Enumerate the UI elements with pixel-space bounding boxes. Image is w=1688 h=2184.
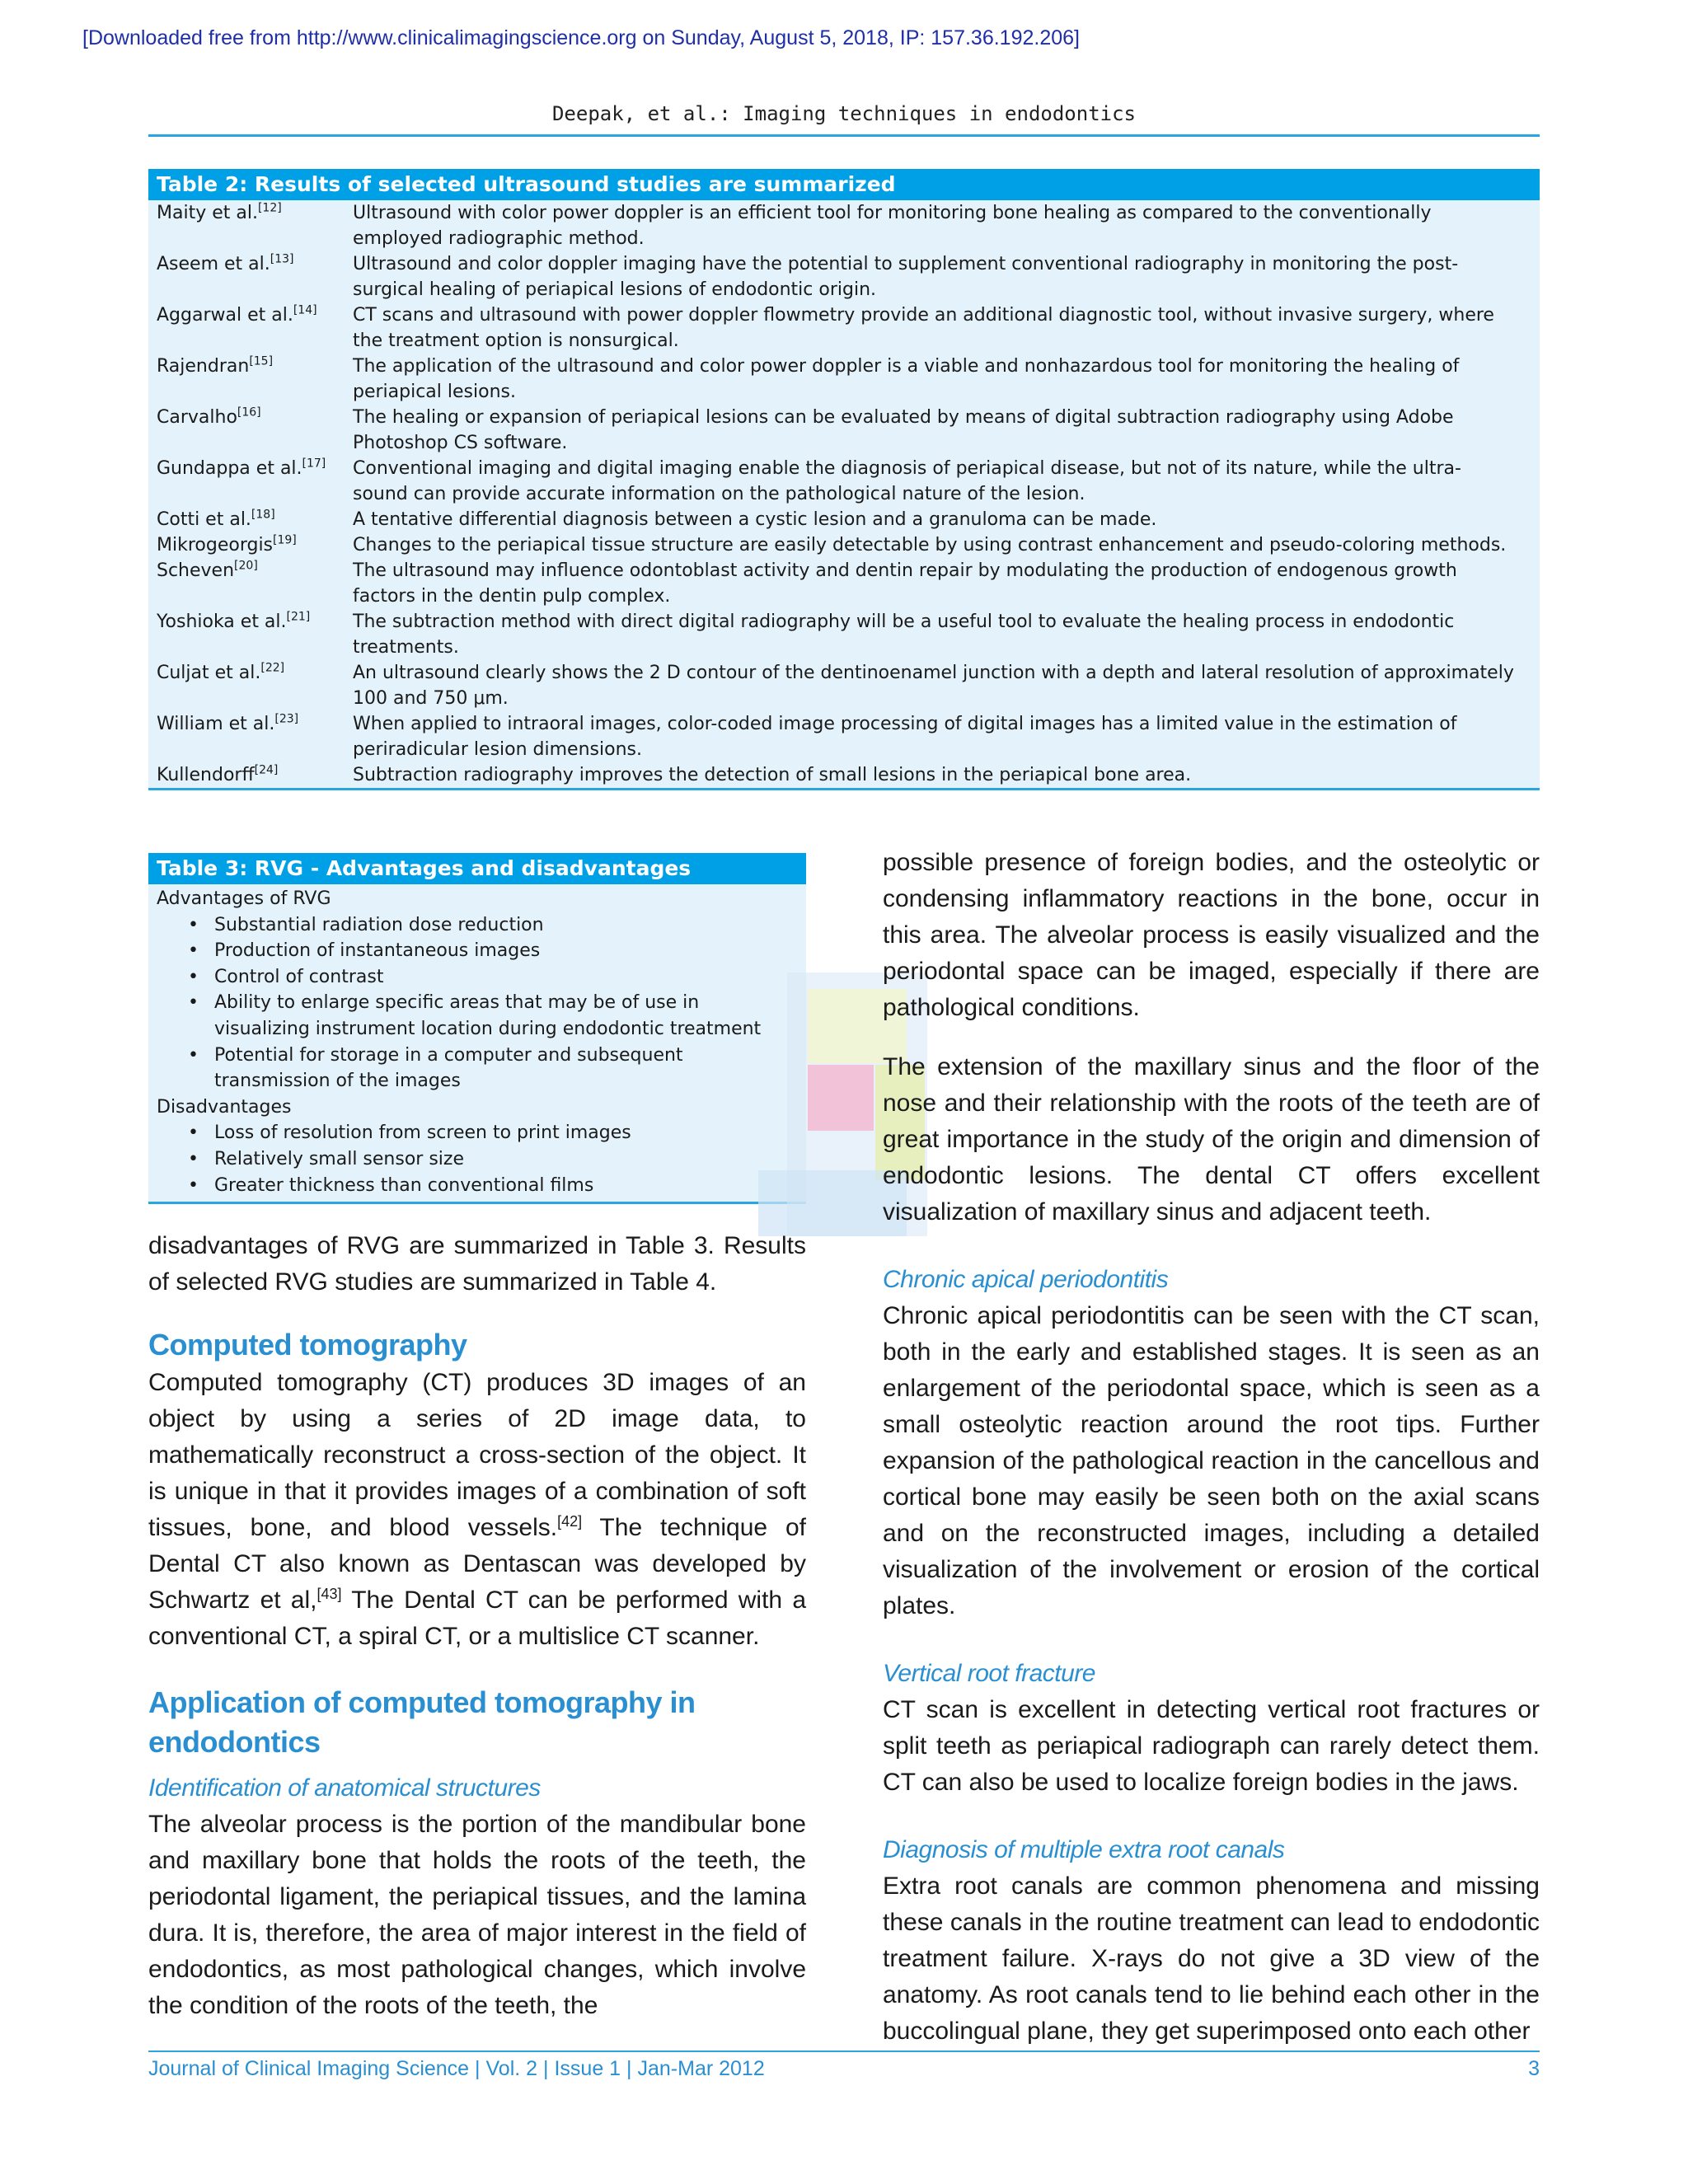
text: The technique of Dental CT also known as Dentascan was developed by Schwartz et al, <box>148 1514 806 1614</box>
table-cell-finding: Conventional imaging and digital imaging enable the diagnosis of periapical disease, but not of its nature, while the ultra-sound can provide accurate information on the pathological nature of the lesion. <box>353 458 1461 504</box>
disadvantages-heading: Disadvantages <box>157 1096 292 1118</box>
table-cell-author <box>148 302 353 354</box>
advantages-list <box>157 912 798 1094</box>
list-item: • Greater thickness than conventional films <box>181 1173 798 1199</box>
footer <box>148 2057 765 2081</box>
footer-rule <box>148 2050 1540 2052</box>
paragraph: Extra root canals are common phenomena and missing these canals in the routine treatment can lead to endodontic treatment failure. X-rays do not give a 3D view of the anatomy. As root canals tend to lie behind each other in the buccolingual plane, they get superimposed onto each other <box>883 1872 1540 2045</box>
author-name: Culjat et al. <box>157 663 261 683</box>
table-cell-finding: A tentative differential diagnosis between a cystic lesion and a granuloma can be made. <box>353 509 1157 530</box>
author-name: William et al. <box>157 714 275 734</box>
date: Jan-Mar 2012 <box>637 2057 765 2080</box>
citation: [17] <box>302 457 326 471</box>
author-name: Yoshioka et al. <box>157 612 287 632</box>
table-cell-author <box>148 405 353 456</box>
paragraph: CT scan is excellent in detecting vertical root fractures or split teeth as periapical radiograph can rarely detect them. CT can also be used to localize foreign bodies in the jaws. <box>883 1696 1540 1796</box>
right-column <box>883 845 1540 2050</box>
table-row <box>148 532 1540 558</box>
table-2-caption: Table 2: Results of selected ultrasound studies are summarized <box>148 169 1540 200</box>
subheading-anatomical: Identification of anatomical structures <box>148 1774 541 1802</box>
list-item: • Loss of resolution from screen to print images <box>181 1120 798 1146</box>
table-2 <box>148 169 1540 790</box>
citation: [23] <box>274 712 299 726</box>
citation: [43] <box>316 1586 342 1602</box>
author-name: Cotti et al. <box>157 509 251 530</box>
table-row <box>148 711 1540 762</box>
table-cell-author <box>148 456 353 507</box>
citation: [21] <box>286 610 311 624</box>
table-row <box>148 558 1540 609</box>
author-name: Gundappa et al. <box>157 458 302 479</box>
citation: [15] <box>249 354 274 368</box>
author-name: Mikrogeorgis <box>157 535 274 555</box>
list-item: • Production of instantaneous images <box>181 938 798 964</box>
paragraph: possible presence of foreign bodies, and the osteolytic or condensing inflammatory reactions in the bone, occur in this area. The alveolar process is easily visualized and the periodontal space can be imaged, especially if there are pathological conditions. <box>883 849 1540 1021</box>
table-cell-finding: The healing or expansion of periapical lesions can be evaluated by means of digital subtraction radiography using Adobe Photoshop CS software. <box>353 407 1454 453</box>
list-item: • Relatively small sensor size <box>181 1146 798 1173</box>
citation: [42] <box>557 1513 583 1530</box>
separator: | <box>475 2057 481 2080</box>
citation: [22] <box>260 661 285 675</box>
author-name: Rajendran <box>157 356 250 377</box>
section-heading-ct: Computed tomography <box>148 1328 467 1361</box>
table-cell-finding: Changes to the periapical tissue structure are easily detectable by using contrast enhancement and pseudo-coloring methods. <box>353 535 1507 555</box>
author-name: Carvalho <box>157 407 237 428</box>
citation: [20] <box>234 559 258 573</box>
table-cell-finding: The application of the ultrasound and color power doppler is a viable and nonhazardous tool for monitoring the healing of periapical lesions. <box>353 356 1460 402</box>
table-cell-author <box>148 609 353 660</box>
list-item: • Control of contrast <box>181 964 798 991</box>
watermark-block <box>808 1065 874 1131</box>
left-column <box>148 1228 806 2024</box>
citation: [24] <box>254 763 279 777</box>
table-cell-author <box>148 558 353 609</box>
citation: [18] <box>251 508 275 522</box>
table-2-body <box>148 200 1540 788</box>
journal-name: Journal of Clinical Imaging Science <box>148 2057 470 2080</box>
table-cell-author <box>148 251 353 302</box>
page-number: 3 <box>1528 2057 1540 2080</box>
citation: [12] <box>257 201 282 215</box>
table-row <box>148 302 1540 354</box>
table-cell-author <box>148 532 353 558</box>
subheading-vertical-root-fracture: Vertical root fracture <box>883 1660 1095 1687</box>
subheading-extra-root-canals: Diagnosis of multiple extra root canals <box>883 1836 1285 1863</box>
table-row <box>148 456 1540 507</box>
running-head: Deepak, et al.: Imaging techniques in endodontics <box>551 102 1136 125</box>
citation: [14] <box>293 303 317 317</box>
table-row <box>148 200 1540 251</box>
paragraph: The extension of the maxillary sinus and the floor of the nose and their relationship with the roots of the teeth are of great importance in the study of the origin and dimension of endodontic lesions. The dental CT offers excellent visualization of maxillary sinus and adjacent teeth. <box>883 1053 1540 1226</box>
table-3 <box>148 853 806 1204</box>
volume: Vol. 2 <box>485 2057 538 2080</box>
subheading-chronic: Chronic apical periodontitis <box>883 1266 1169 1293</box>
paragraph <box>148 1365 806 1655</box>
author-name: Aggarwal et al. <box>157 305 293 326</box>
table-cell-author <box>148 507 353 532</box>
table-cell-author <box>148 711 353 762</box>
table-cell-finding: The ultrasound may influence odontoblast activity and dentin repair by modulating the production of endogenous growth factors in the dentin pulp complex. <box>353 560 1457 607</box>
citation: [19] <box>273 533 297 547</box>
table-row <box>148 609 1540 660</box>
list-item: • Substantial radiation dose reduction <box>181 912 798 939</box>
author-name: Maity et al. <box>157 203 258 223</box>
text: The Dental CT can be performed with a conventional CT, a spiral CT, or a multislice CT scanner. <box>148 1586 807 1650</box>
citation: [16] <box>237 405 261 419</box>
separator: | <box>543 2057 549 2080</box>
table-cell-finding: When applied to intraoral images, color-coded image processing of digital images has a limited value in the estimation of periradicular lesion dimensions. <box>353 714 1457 760</box>
table-cell-author <box>148 200 353 251</box>
disadvantages-list <box>157 1120 798 1198</box>
author-name: Aseem et al. <box>157 254 270 274</box>
text: Computed tomography (CT) produces 3D images of an object by using a series of 2D image data, to mathematically reconstruct a cross-section of the object. It is unique in that it provides images of a combination of soft tissues, bone, and blood vessels. <box>148 1369 806 1541</box>
table-row <box>148 405 1540 456</box>
list-item: • Ability to enlarge specific areas that may be of use in visualizing instrument location during endodontic treatment <box>181 990 798 1042</box>
table-cell-author <box>148 354 353 405</box>
table-cell-finding: An ultrasound clearly shows the 2 D contour of the dentinoenamel junction with a depth and lateral resolution of approximately 100 and 750 μm. <box>353 663 1514 709</box>
paragraph: disadvantages of RVG are summarized in Table 3. Results of selected RVG studies are summarized in Table 4. <box>148 1232 806 1296</box>
author-name: Scheven <box>157 560 235 581</box>
table-row <box>148 660 1540 711</box>
separator: | <box>626 2057 632 2080</box>
author-name: Kullendorff <box>157 765 255 785</box>
table-cell-finding: Subtraction radiography improves the detection of small lesions in the periapical bone area. <box>353 765 1192 785</box>
table-cell-author <box>148 660 353 711</box>
table-row <box>148 762 1540 788</box>
table-row <box>148 251 1540 302</box>
download-notice: [Downloaded free from http://www.clinicalimagingscience.org on Sunday, August 5, 2018, IP: 157.36.192.206] <box>82 26 1080 49</box>
section-heading-application: Application of computed tomography in endodontics <box>148 1685 696 1759</box>
issue: Issue 1 <box>554 2057 621 2080</box>
advantages-heading: Advantages of RVG <box>157 888 331 909</box>
table-cell-finding: Ultrasound with color power doppler is an efficient tool for monitoring bone healing as compared to the conventionally employed radiographic method. <box>353 203 1432 249</box>
citation: [13] <box>270 252 294 266</box>
list-item: • Potential for storage in a computer and subsequent transmission of the images <box>181 1043 798 1094</box>
table-row <box>148 507 1540 532</box>
paragraph: Chronic apical periodontitis can be seen with the CT scan, both in the early and established stages. It is seen as an enlargement of the periodontal space, which is seen as a small osteolytic reaction around the root tips. Further expansion of the pathological reaction in the cancellous and cortical bone may easily be seen both on the axial scans and on the reconstructed images, including a detailed visualization of the involvement or erosion of the cortical plates. <box>883 1302 1540 1619</box>
paragraph: The alveolar process is the portion of the mandibular bone and maxillary bone that holds the roots of the teeth, the periodontal ligament, the periapical tissues, and the lamina dura. It is, therefore, the area of major interest in the field of endodontics, as most pathological changes, which involve the condition of the roots of the teeth, the <box>148 1811 806 2019</box>
table-3-caption: Table 3: RVG - Advantages and disadvantages <box>148 853 806 884</box>
table-row <box>148 354 1540 405</box>
table-cell-finding: The subtraction method with direct digital radiography will be a useful tool to evaluate the healing process in endodontic treatments. <box>353 612 1455 658</box>
table-cell-author <box>148 762 353 788</box>
header-rule <box>148 134 1540 137</box>
table-cell-finding: CT scans and ultrasound with power doppler flowmetry provide an additional diagnostic tool, without invasive surgery, where the treatment option is nonsurgical. <box>353 305 1494 351</box>
table-cell-finding: Ultrasound and color doppler imaging have the potential to supplement conventional radiography in monitoring the post-surgical healing of periapical lesions of endodontic origin. <box>353 254 1459 300</box>
